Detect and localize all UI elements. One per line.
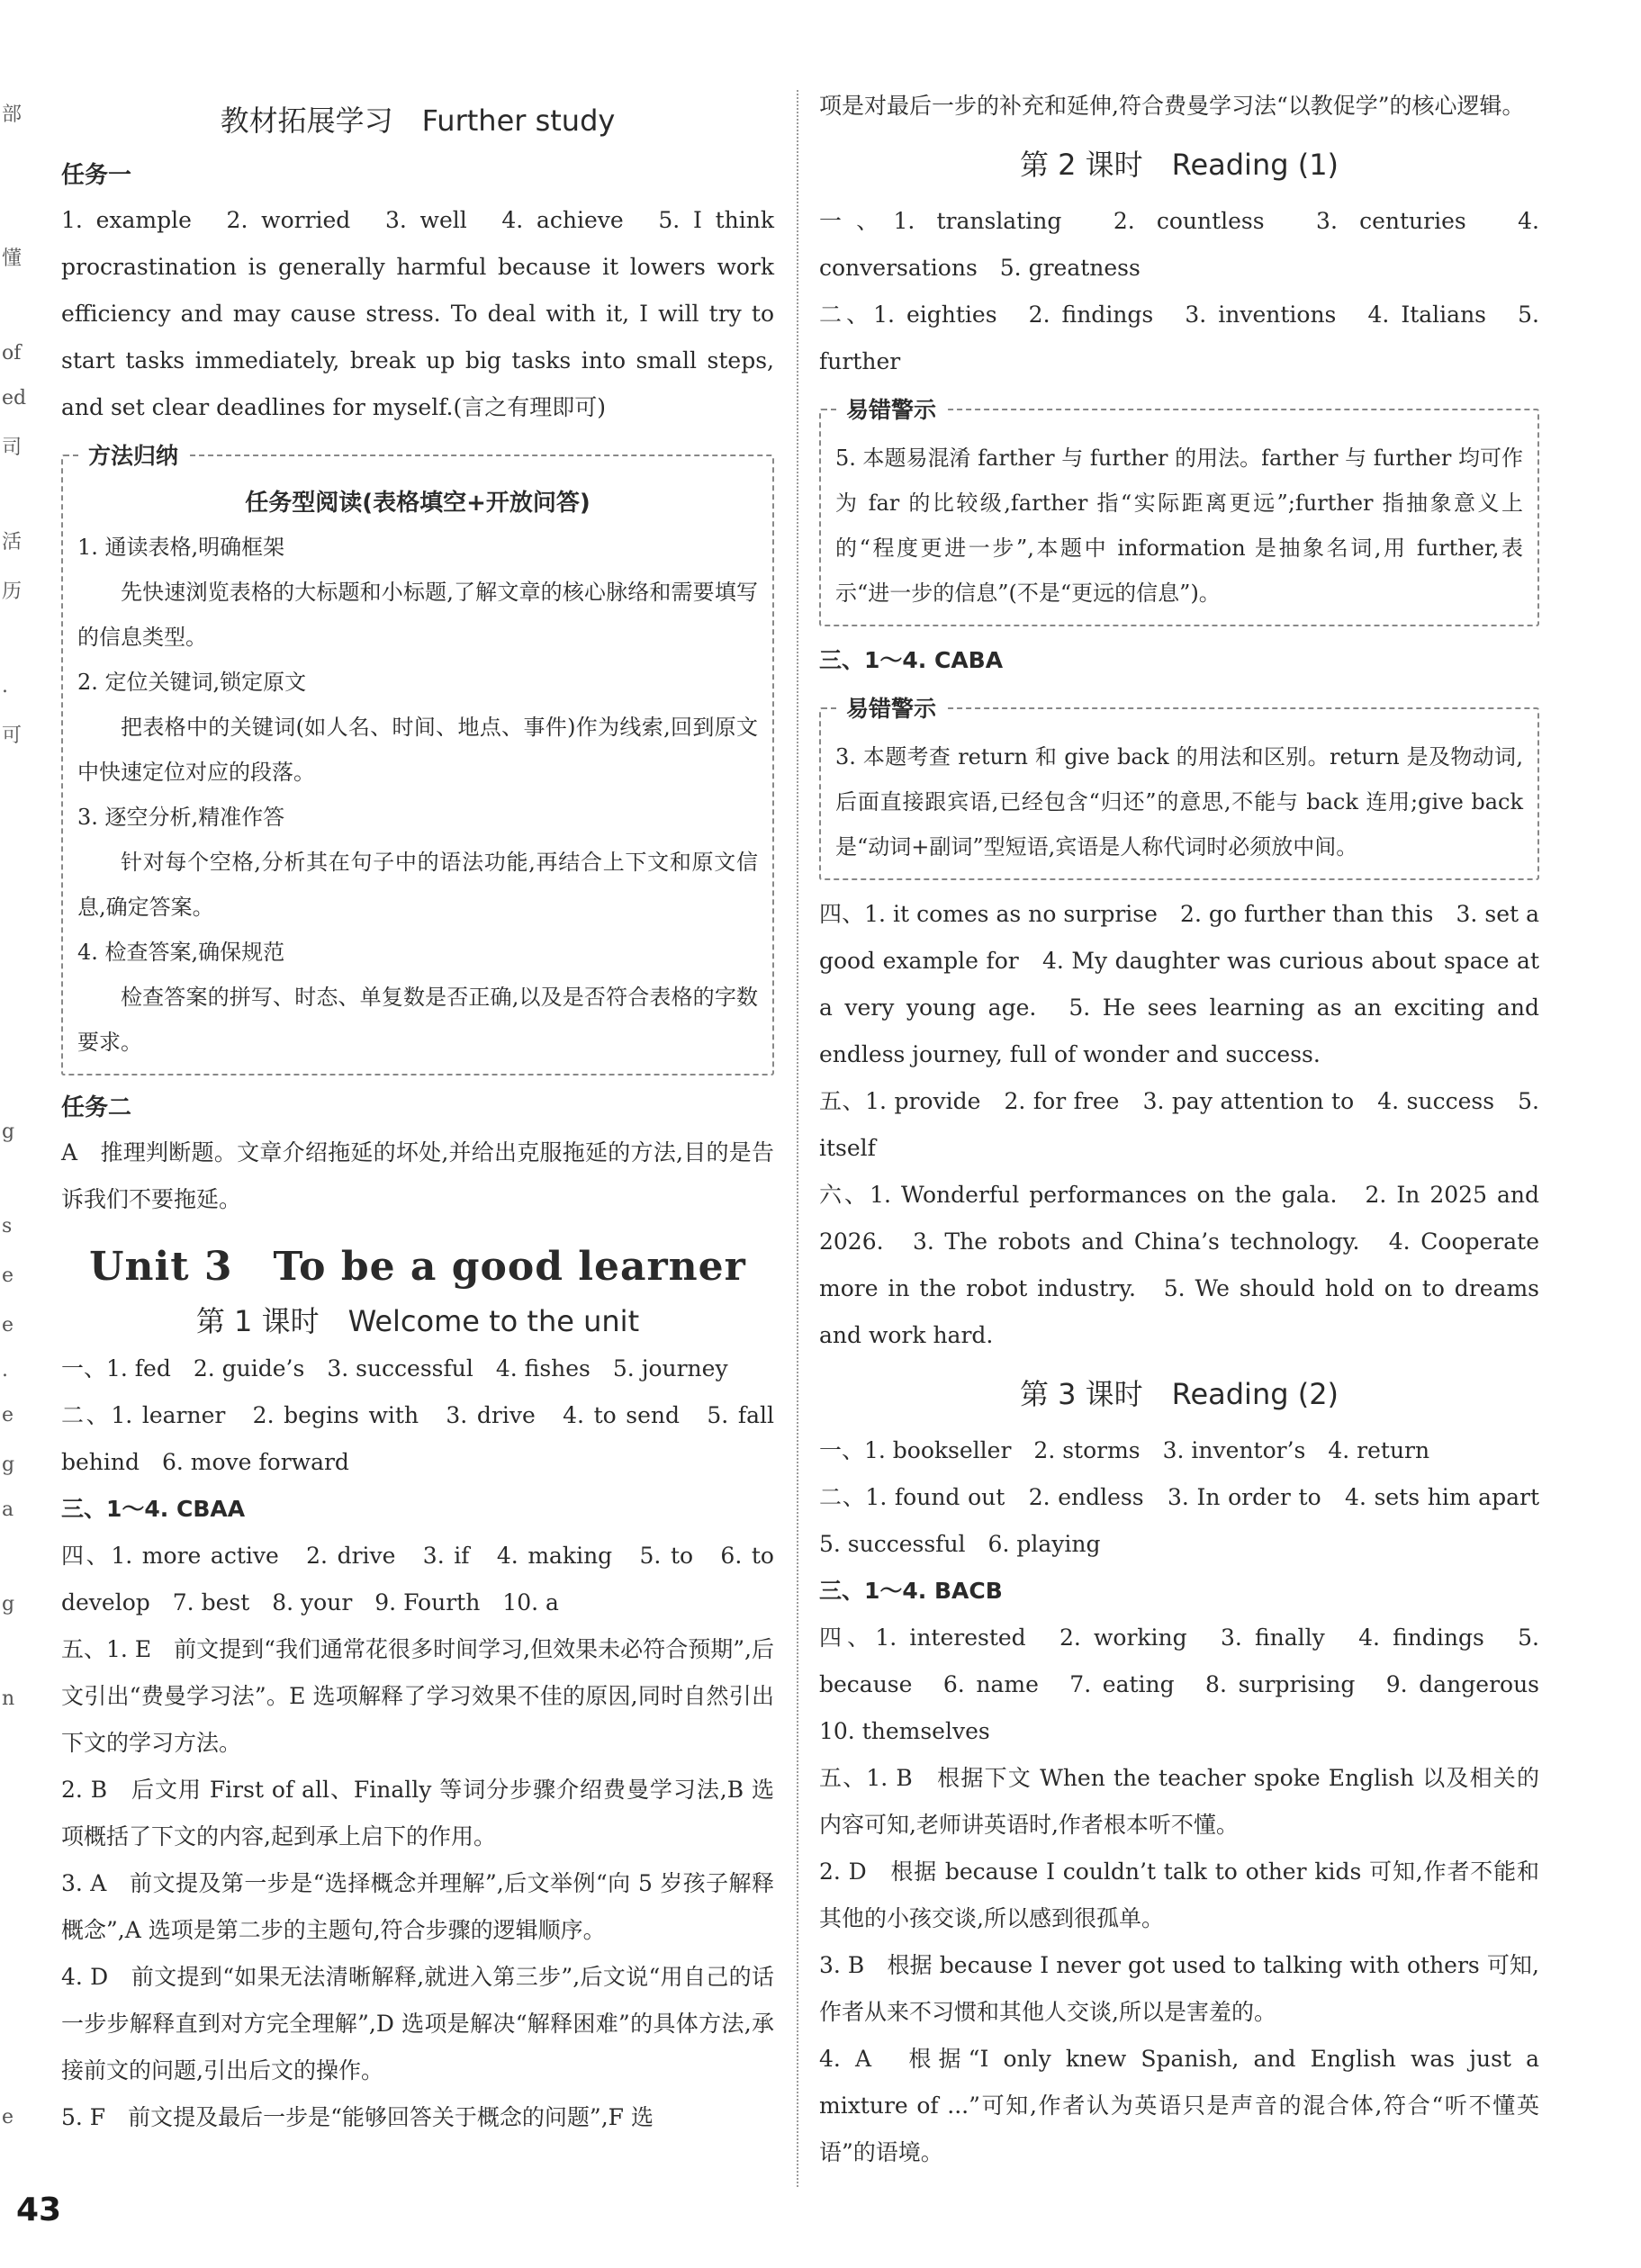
answer-line: 五、1. provide 2. for free 3. pay attention to 4. success 5. itself [819, 1088, 1539, 1161]
method-line: 针对每个空格,分析其在句子中的语法功能,再结合上下文和原文信息,确定答案。 [77, 850, 758, 920]
method-line: 把表格中的关键词(如人名、时间、地点、事件)作为线索,回到原文中快速定位对应的段落。 [77, 715, 758, 785]
answer-line: 三、1～4. BACB [819, 1578, 1003, 1604]
answer-line: 一、1. translating 2. countless 3. centuries 4. conversations 5. greatness [819, 208, 1539, 281]
answer-line: 四、1. interested 2. working 3. finally 4. findings 5. because 6. name 7. eating 8. surprising 9. dangerous 10. themselves [819, 1624, 1563, 1744]
error-warning-text: 5. 本题易混淆 farther 与 further 的用法。farther 与 further 均可作为 far 的比较级,farther 指“实际距离更远”;further 指抽象意义上的“程度更进一步”,本题中 information 是抽象名词,用 further,表示“进一步的信息”(不是“更远的信息”)。 [835, 446, 1523, 606]
answer-line: 三、1～4. CABA [819, 647, 1004, 673]
left-column [61, 86, 774, 2141]
edge-char: g [2, 1454, 15, 1476]
answer-line: 四、1. more active 2. drive 3. if 4. making 5. to 6. to develop 7. best 8. your 9. Fourth 10. a [61, 1543, 774, 1616]
section-heading-further-study: 教材拓展学习 Further study [220, 104, 616, 138]
method-summary-label: 方法归纳 [79, 438, 187, 471]
answer-line: 一、1. fed 2. guide’s 3. successful 4. fishes 5. journey [61, 1355, 728, 1382]
method-line: 4. 检查答案,确保规范 [77, 940, 285, 965]
error-warning-box [819, 696, 1539, 880]
answer-line: 二、1. eighties 2. findings 3. inventions 4. Italians 5. further [819, 302, 1539, 374]
method-line: 检查答案的拼写、时态、单复数是否正确,以及是否符合表格的字数要求。 [77, 985, 758, 1055]
method-line: 1. 通读表格,明确框架 [77, 535, 285, 560]
edge-char: of [2, 342, 22, 364]
answer-line: 一、1. bookseller 2. storms 3. inventor’s 4. return [819, 1437, 1430, 1463]
edge-char: ed [2, 387, 27, 410]
answer-line: 五、1. B 根据下文 When the teacher spoke English 以及相关的内容可知,老师讲英语时,作者根本听不懂。 [819, 1765, 1539, 1838]
method-summary-title: 任务型阅读(表格填空+开放问答) [245, 490, 591, 517]
edge-char: . [2, 1359, 8, 1382]
answer-line: 5. F 前文提及最后一步是“能够回答关于概念的问题”,F 选 [61, 2104, 654, 2130]
edge-char: 可 [2, 724, 23, 747]
page-number: 43 [16, 2192, 62, 2228]
answer-line: 五、1. E 前文提到“我们通常花很多时间学习,但效果未必符合预期”,后文引出“费曼学习法”。E 选项解释了学习效果不佳的原因,同时自然引出下文的学习方法。 [61, 1636, 774, 1756]
answer-line: 四、1. it comes as no surprise 2. go further than this 3. set a good example for 4. My daughter was curious about space at a very young age. 5. He sees learning as an exciting and endless journey, full of wonder and success. [819, 901, 1539, 1067]
edge-char: 司 [2, 436, 23, 459]
answer-line: 3. A 前文提及第一步是“选择概念并理解”,后文举例“向 5 岁孩子解释概念”,A 选项是第二步的主题句,符合步骤的逻辑顺序。 [61, 1870, 774, 1943]
answer-line: 六、1. Wonderful performances on the gala. 2. In 2025 and 2026. 3. The robots and China’s technology. 4. Cooperate more in the robot industry. 5. We should hold on to dreams and work hard. [819, 1182, 1539, 1348]
answer-line: 3. B 根据 because I never got used to talking with others 可知,作者从来不习惯和其他人交谈,所以是害羞的。 [819, 1952, 1539, 2025]
edge-char: g [2, 1593, 15, 1616]
edge-char: 部 [2, 104, 23, 126]
edge-char: e [2, 1264, 14, 1287]
answer-line: 2. B 后文用 First of all、Finally 等词分步骤介绍费曼学习法,B 选项概括了下文的内容,起到承上启下的作用。 [61, 1777, 774, 1850]
lesson3-heading: 第 3 课时 Reading (2) [1019, 1377, 1339, 1411]
task1-label: 任务一 [61, 162, 132, 189]
lesson1-heading: 第 1 课时 Welcome to the unit [195, 1304, 640, 1338]
error-warning-text: 3. 本题考查 return 和 give back 的用法和区别。return 是及物动词,后面直接跟宾语,已经包含“归还”的意思,不能与 back 连用;give back 是“动词+副词”型短语,宾语是人称代词时必须放中间。 [835, 744, 1523, 860]
edge-char: . [2, 675, 8, 698]
method-line: 3. 逐空分析,精准作答 [77, 805, 285, 830]
edge-char: 活 [2, 531, 23, 554]
answer-line: 二、1. learner 2. begins with 3. drive 4. to send 5. fall behind 6. move forward [61, 1402, 774, 1475]
right-column [819, 83, 1563, 2176]
edge-char: g [2, 1120, 15, 1143]
task2-label: 任务二 [61, 1094, 132, 1121]
answer-line: 三、1～4. CBAA [61, 1496, 246, 1522]
edge-char: a [2, 1498, 14, 1521]
answer-line: 4. A 根据“I only knew Spanish, and English was just a mixture of ...”可知,作者认为英语只是声音的混合体,符合“听不懂英语”的语境。 [819, 2046, 1539, 2165]
method-summary-box [61, 443, 774, 1076]
error-warning-box [819, 397, 1539, 626]
edge-char: s [2, 1215, 13, 1238]
edge-char: n [2, 1688, 15, 1710]
left-margin-fragments [0, 0, 27, 2268]
unit-title: Unit 3 To be a good learner [89, 1244, 746, 1290]
answer-line: 2. D 根据 because I couldn’t talk to other kids 可知,作者不能和其他的小孩交谈,所以感到很孤单。 [819, 1858, 1539, 1931]
error-warning-label: 易错警示 [837, 691, 945, 724]
method-line: 2. 定位关键词,锁定原文 [77, 670, 307, 695]
edge-char: e [2, 2106, 14, 2128]
edge-char: 历 [2, 580, 23, 603]
task1-answers: 1. example 2. worried 3. well 4. achieve 5. I think procrastination is generally harmful because it lowers work efficiency and may cause stress. To deal with it, I will try to start tasks immediately, break up big tasks into small steps, and set clear deadlines for myself.(言之有理即可) [61, 207, 774, 420]
method-line: 先快速浏览表格的大标题和小标题,了解文章的核心脉络和需要填写的信息类型。 [77, 580, 758, 650]
edge-char: e [2, 1314, 14, 1336]
answer-line: 4. D 前文提到“如果无法清晰解释,就进入第三步”,后文说“用自己的话一步步解释直到对方完全理解”,D 选项是解决“解释困难”的具体方法,承接前文的问题,引出后文的操作。 [61, 1964, 774, 2084]
error-warning-label: 易错警示 [837, 392, 945, 425]
lesson2-heading: 第 2 课时 Reading (1) [1019, 148, 1339, 182]
answer-line: 二、1. found out 2. endless 3. In order to 4. sets him apart 5. successful 6. playing [819, 1484, 1563, 1557]
edge-char: e [2, 1404, 14, 1426]
continued-text: 项是对最后一步的补充和延伸,符合费曼学习法“以教促学”的核心逻辑。 [819, 93, 1525, 119]
task2-answer: A 推理判断题。文章介绍拖延的坏处,并给出克服拖延的方法,目的是告诉我们不要拖延。 [61, 1139, 774, 1212]
column-divider [797, 90, 799, 2187]
edge-char: 懂 [2, 248, 23, 270]
